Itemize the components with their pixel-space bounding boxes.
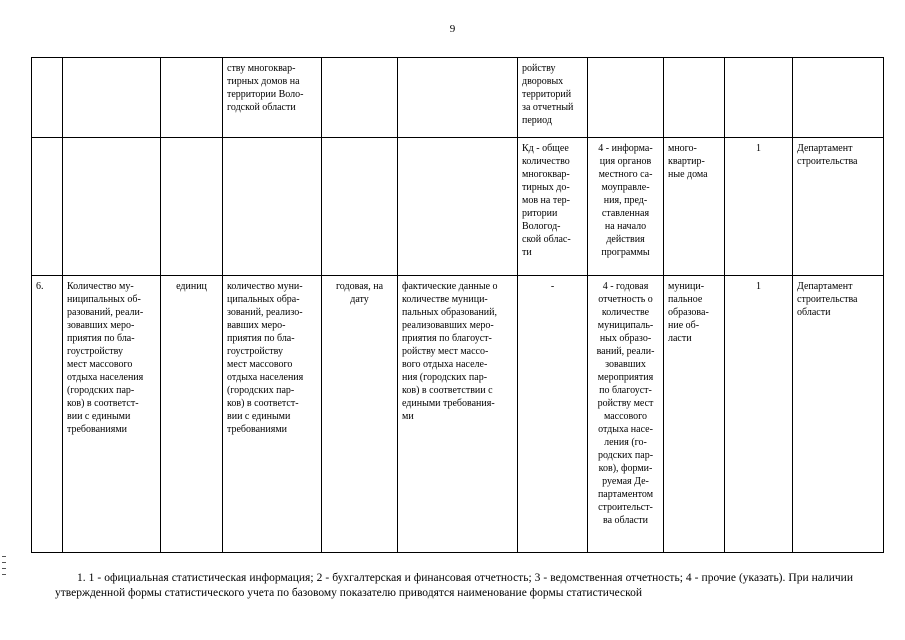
table-cell — [32, 138, 63, 276]
table-cell: много- квартир- ные дома — [664, 138, 725, 276]
table-cell — [161, 138, 223, 276]
table-cell: 4 - годовая отчетность о количестве муниципаль- ных образо- ваний, реали- зовавших мероприятия по благоуст- ройству мест массового отдыха насе- ления (го- родских пар- ков), форми- руемая Де- партаментом строительст- ва области — [588, 276, 664, 553]
table-cell — [588, 58, 664, 138]
table-cell: 4 - информа- ция органов местного са- моуправле- ния, пред- ставленная на начало действия программы — [588, 138, 664, 276]
table-cell — [63, 138, 161, 276]
table-cell: муници- пальное образова- ние об- ласти — [664, 276, 725, 553]
table-cell: - — [518, 276, 588, 553]
table-cell — [398, 138, 518, 276]
table-cell: количество муни- ципальных обра- зований, реализо- вавших меро- приятия по бла- гоустройству мест массового отдыха населения (городских пар- ков) в соответст- вии с едиными требованиями — [223, 276, 322, 553]
table-cell: 1 — [725, 138, 793, 276]
table-cell: Кд - общее количество многоквар- тирных до- мов на тер- ритории Вологод- ской облас- ти — [518, 138, 588, 276]
table-cell — [161, 58, 223, 138]
table-row — [32, 276, 884, 553]
table-cell — [63, 58, 161, 138]
table-cell — [223, 138, 322, 276]
margin-marks — [2, 556, 6, 580]
table-cell — [322, 58, 398, 138]
table-cell: фактические данные о количестве муници- пальных образований, реализовавших меро- приятия по благоуст- ройству мест массо- вого отдыха населе- ния (городских пар- ков) в соответствии с едиными требования- ми — [398, 276, 518, 553]
indicators-table — [31, 57, 884, 553]
table-row — [32, 138, 884, 276]
table-cell: 6. — [32, 276, 63, 553]
table-cell — [398, 58, 518, 138]
table-cell: ройству дворовых территорий за отчетный период — [518, 58, 588, 138]
table-cell: Департамент строительства — [793, 138, 884, 276]
table-cell: Департамент строительства области — [793, 276, 884, 553]
table-cell — [322, 138, 398, 276]
table-cell — [664, 58, 725, 138]
table-cell — [793, 58, 884, 138]
table-cell: Количество му- ниципальных об- разований, реали- зовавших меро- приятия по бла- гоустройству мест массового отдыха населения (городских пар- ков) в соответст- вии с едиными требованиями — [63, 276, 161, 553]
table-cell: единиц — [161, 276, 223, 553]
page-number: 9 — [449, 23, 456, 35]
table-cell: 1 — [725, 276, 793, 553]
table-row — [32, 58, 884, 138]
table-cell: годовая, на дату — [322, 276, 398, 553]
footnote: 1. 1 - официальная статистическая информация; 2 - бухгалтерская и финансовая отчетность; 3 - ведомственная отчетность; 4 - прочие (указать). При наличии утвержденной формы статистического учета по базовому показателю приводятся наименование формы статистической — [55, 572, 853, 599]
table-cell: ству многоквар- тирных домов на территории Воло- годской области — [223, 58, 322, 138]
table-cell — [32, 58, 63, 138]
table-cell — [725, 58, 793, 138]
